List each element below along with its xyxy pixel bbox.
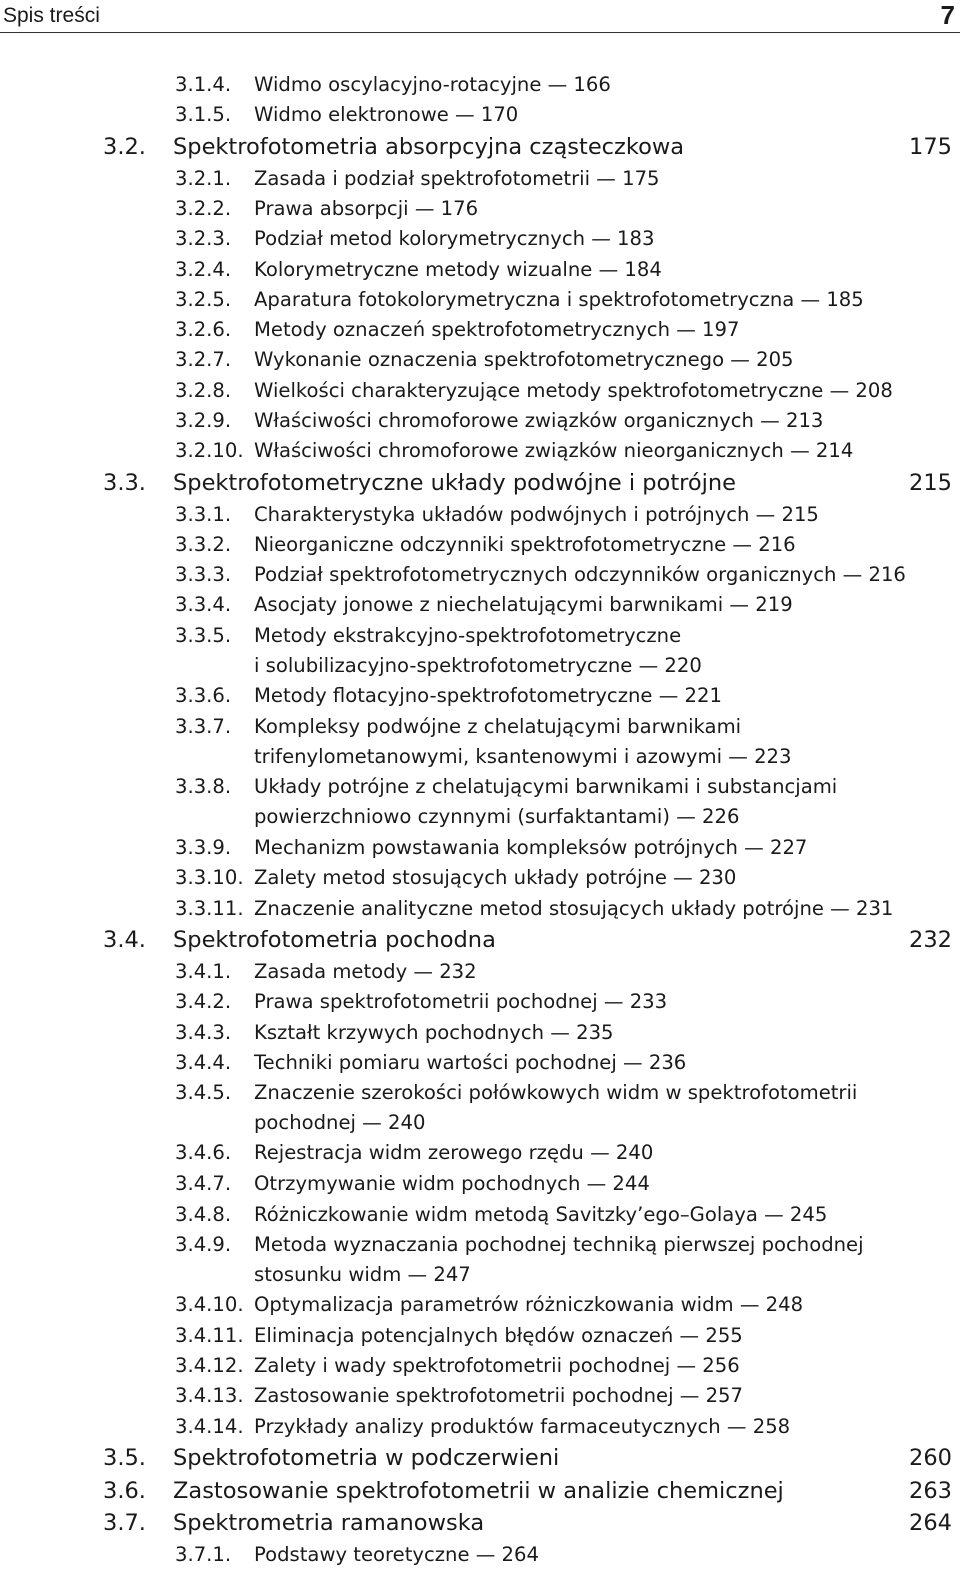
toc-entry-number: 3.3.10. (175, 866, 244, 889)
toc-section-title: Spektrofotometria pochodna (173, 927, 496, 953)
toc-entry-title-continued: trifenylometanowymi, ksantenowymi i azowymi — 223 (254, 745, 792, 768)
toc-entry-title: Przykłady analizy produktów farmaceutycznych — 258 (254, 1415, 791, 1438)
toc-section-number: 3.7. (103, 1510, 146, 1536)
toc-entry-number: 3.4.11. (175, 1324, 244, 1347)
toc-entry-title: Zasada metody — 232 (254, 960, 477, 983)
toc-section-number: 3.6. (103, 1478, 146, 1504)
toc-entry-title: Widmo oscylacyjno-rotacyjne — 166 (254, 73, 611, 96)
toc-entry-number: 3.3.6. (175, 684, 232, 707)
toc-section-page: 175 (909, 134, 952, 160)
toc-entry-number: 3.2.5. (175, 288, 232, 311)
toc-entry-number: 3.2.4. (175, 258, 232, 281)
toc-entry-number: 3.2.10. (175, 439, 244, 462)
toc-entry-number: 3.2.1. (175, 167, 232, 190)
toc-section-title: Spektrofotometria w podczerwieni (173, 1445, 560, 1471)
toc-entry-title: Metoda wyznaczania pochodnej techniką pierwszej pochodnej (254, 1233, 864, 1256)
toc-entry-title: Aparatura fotokolorymetryczna i spektrofotometryczna — 185 (254, 288, 864, 311)
toc-section-title: Spektrofotometryczne układy podwójne i potrójne (173, 470, 737, 496)
toc-entry-number: 3.4.9. (175, 1233, 232, 1256)
toc-section-number: 3.3. (103, 470, 146, 496)
toc-section-page: 215 (909, 470, 952, 496)
toc-entry-title: Otrzymywanie widm pochodnych — 244 (254, 1172, 650, 1195)
toc-entry-title: Znaczenie szerokości połówkowych widm w spektrofotometrii (254, 1081, 858, 1104)
toc-entry-title: Właściwości chromoforowe związków organicznych — 213 (254, 409, 824, 432)
toc-entry-title: Nieorganiczne odczynniki spektrofotometryczne — 216 (254, 533, 796, 556)
toc-entry-number: 3.7.1. (175, 1543, 232, 1566)
toc-entry-title: Podział spektrofotometrycznych odczynników organicznych — 216 (254, 563, 906, 586)
toc-entry-number: 3.4.7. (175, 1172, 232, 1195)
toc-section-title: Zastosowanie spektrofotometrii w analizie chemicznej (173, 1478, 784, 1504)
toc-entry-number: 3.2.6. (175, 318, 232, 341)
toc-entry-number: 3.3.11. (175, 897, 244, 920)
toc-entry-title: Rejestracja widm zerowego rzędu — 240 (254, 1141, 654, 1164)
toc-entry-title: Podział metod kolorymetrycznych — 183 (254, 227, 655, 250)
toc-entry-title: Widmo elektronowe — 170 (254, 103, 519, 126)
toc-entry-title-continued: stosunku widm — 247 (254, 1263, 471, 1286)
toc-entry-number: 3.3.2. (175, 533, 232, 556)
toc-section-page: 264 (909, 1510, 952, 1536)
toc-entry-title: Optymalizacja parametrów różniczkowania widm — 248 (254, 1293, 804, 1316)
toc-section-page: 260 (909, 1445, 952, 1471)
toc-entry-number: 3.4.2. (175, 990, 232, 1013)
toc-entry-title: Zastosowanie spektrofotometrii pochodnej — 257 (254, 1384, 743, 1407)
toc-entry-number: 3.4.3. (175, 1021, 232, 1044)
toc-entry-number: 3.1.4. (175, 73, 232, 96)
toc-entry-title: Właściwości chromoforowe związków nieorganicznych — 214 (254, 439, 854, 462)
toc-entry-number: 3.4.8. (175, 1203, 232, 1226)
toc-entry-title-continued: powierzchniowo czynnymi (surfaktantami) — 226 (254, 805, 740, 828)
toc-entry-number: 3.4.6. (175, 1141, 232, 1164)
toc-entry-title: Podstawy teoretyczne — 264 (254, 1543, 539, 1566)
page-header (0, 0, 960, 34)
toc-entry-number: 3.2.2. (175, 197, 232, 220)
toc-entry-title: Techniki pomiaru wartości pochodnej — 236 (254, 1051, 687, 1074)
toc-entry-number: 3.4.4. (175, 1051, 232, 1074)
toc-entry-number: 3.2.8. (175, 379, 232, 402)
toc-entry-number: 3.3.7. (175, 715, 232, 738)
toc-entry-title: Układy potrójne z chelatującymi barwnikami i substancjami (254, 775, 838, 798)
toc-entry-title: Zalety metod stosujących układy potrójne — 230 (254, 866, 737, 889)
toc-entry-title-continued: i solubilizacyjno-spektrofotometryczne — 220 (254, 654, 702, 677)
toc-section-title: Spektrometria ramanowska (173, 1510, 485, 1536)
toc-entry-title: Charakterystyka układów podwójnych i potrójnych — 215 (254, 503, 819, 526)
toc-entry-title: Mechanizm powstawania kompleksów potrójnych — 227 (254, 836, 808, 859)
toc-entry-number: 3.4.12. (175, 1354, 244, 1377)
toc-entry-title: Kształt krzywych pochodnych — 235 (254, 1021, 614, 1044)
toc-entry-title: Eliminacja potencjalnych błędów oznaczeń — 255 (254, 1324, 743, 1347)
toc-entry-title: Wykonanie oznaczenia spektrofotometrycznego — 205 (254, 348, 794, 371)
toc-entry-title: Prawa spektrofotometrii pochodnej — 233 (254, 990, 668, 1013)
toc-entry-number: 3.1.5. (175, 103, 232, 126)
toc-entry-number: 3.3.9. (175, 836, 232, 859)
toc-entry-number: 3.3.1. (175, 503, 232, 526)
toc-entry-title: Znaczenie analityczne metod stosujących układy potrójne — 231 (254, 897, 894, 920)
toc-entry-number: 3.2.7. (175, 348, 232, 371)
toc-entry-title: Różniczkowanie widm metodą Savitzky’ego–Golaya — 245 (254, 1203, 828, 1226)
toc-entry-number: 3.3.3. (175, 563, 232, 586)
toc-section-number: 3.4. (103, 927, 146, 953)
toc-entry-title: Kompleksy podwójne z chelatującymi barwnikami (254, 715, 742, 738)
toc-section-page: 232 (909, 927, 952, 953)
toc-entry-title: Zasada i podział spektrofotometrii — 175 (254, 167, 660, 190)
toc-entry-number: 3.2.9. (175, 409, 232, 432)
toc-entry-number: 3.3.5. (175, 624, 232, 647)
page-number: 7 (940, 0, 955, 30)
toc-entry-title: Metody oznaczeń spektrofotometrycznych — 197 (254, 318, 740, 341)
running-head-title: Spis treści (3, 4, 100, 27)
toc-entry-title: Asocjaty jonowe z niechelatującymi barwnikami — 219 (254, 593, 793, 616)
toc-entry-title: Wielkości charakteryzujące metody spektrofotometryczne — 208 (254, 379, 893, 402)
toc-entry-title-continued: pochodnej — 240 (254, 1111, 426, 1134)
toc-section-page: 263 (909, 1478, 952, 1504)
toc-entry-number: 3.4.5. (175, 1081, 232, 1104)
toc-entry-title: Kolorymetryczne metody wizualne — 184 (254, 258, 662, 281)
toc-section-title: Spektrofotometria absorpcyjna cząsteczkowa (173, 134, 685, 160)
toc-entry-number: 3.4.13. (175, 1384, 244, 1407)
toc-section-number: 3.5. (103, 1445, 146, 1471)
toc-entry-number: 3.4.14. (175, 1415, 244, 1438)
toc-entry-number: 3.3.8. (175, 775, 232, 798)
toc-entry-number: 3.2.3. (175, 227, 232, 250)
header-rule (0, 32, 960, 33)
toc-entry-number: 3.3.4. (175, 593, 232, 616)
toc-section-number: 3.2. (103, 134, 146, 160)
toc-entry-number: 3.4.10. (175, 1293, 244, 1316)
toc-entry-title: Zalety i wady spektrofotometrii pochodnej — 256 (254, 1354, 740, 1377)
toc-entry-title: Metody flotacyjno-spektrofotometryczne — 221 (254, 684, 722, 707)
toc-entry-number: 3.4.1. (175, 960, 232, 983)
toc-entry-title: Metody ekstrakcyjno-spektrofotometryczne (254, 624, 682, 647)
toc-entry-title: Prawa absorpcji — 176 (254, 197, 479, 220)
